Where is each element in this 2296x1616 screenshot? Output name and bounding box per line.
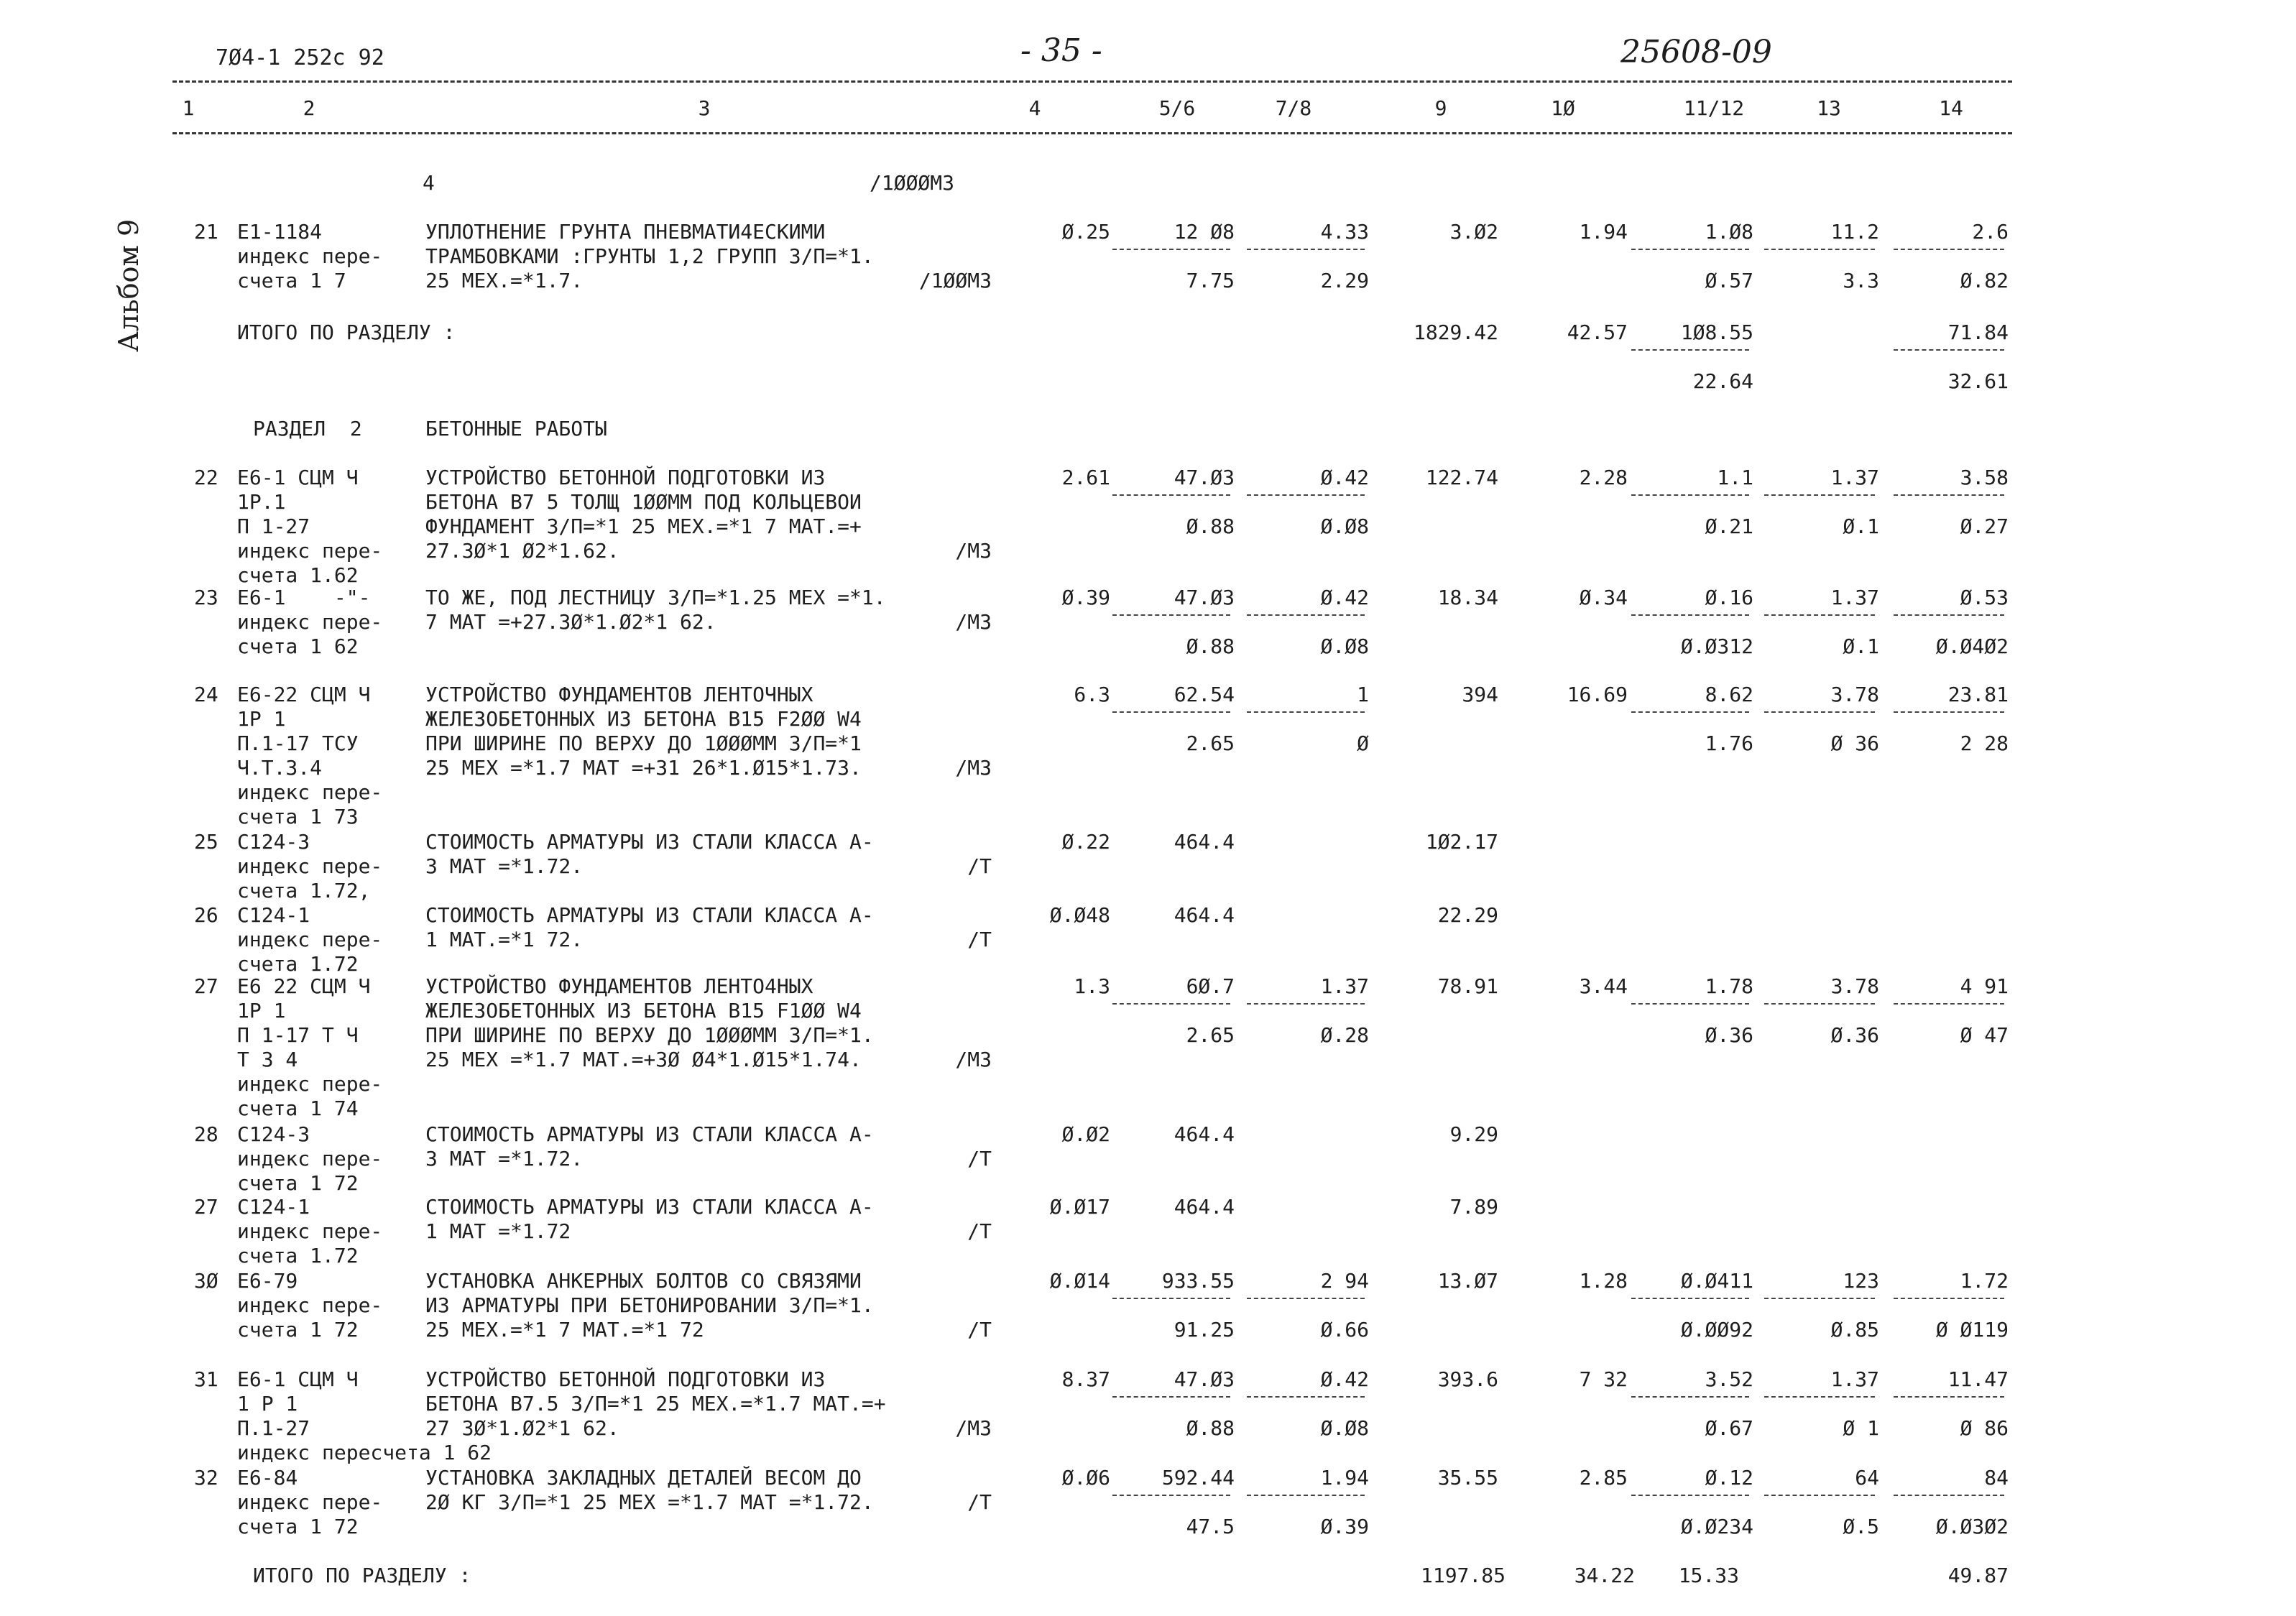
cell-c12: Ø.Ø234 — [1680, 1515, 1753, 1538]
row-code-note: 1Р 1 — [237, 707, 286, 731]
cell-c11: 1.Ø8 — [1705, 220, 1753, 244]
total-c14b: 32.61 — [1947, 369, 2009, 393]
cell-separator — [1631, 614, 1749, 616]
row-code-note: индекс пере- — [237, 244, 383, 268]
cell-separator — [1112, 1298, 1230, 1299]
cell-c6: Ø.88 — [1186, 514, 1235, 538]
cell-c5: 6Ø.7 — [1186, 974, 1235, 998]
cell-c5: 464.4 — [1174, 830, 1235, 854]
cell-c8: Ø.39 — [1320, 1515, 1369, 1538]
row-unit: /Т — [967, 1318, 992, 1342]
column-header-3: 3 — [698, 96, 711, 120]
carry-col: 4 — [423, 171, 435, 195]
row-code: С124-1 — [237, 1195, 310, 1219]
cell-c5: 592.44 — [1161, 1466, 1235, 1490]
row-code-note: индекс пере- — [237, 1147, 383, 1171]
carry-unit: /1ØØØМ3 — [870, 171, 955, 195]
row-number: 25 — [194, 830, 218, 854]
section-title: БЕТОННЫЕ РАБОТЫ — [425, 417, 607, 440]
row-description: 7 МАТ =+27.3Ø*1.Ø2*1 62. — [425, 610, 716, 634]
row-code: Е6-1 СЦМ Ч — [237, 1367, 359, 1391]
row-code: Е1-1184 — [237, 220, 323, 244]
cell-c4: 2.61 — [1061, 466, 1110, 489]
cell-c11: Ø.Ø411 — [1680, 1269, 1753, 1293]
column-header-4: 4 — [1028, 96, 1041, 120]
cell-c9: 3.Ø2 — [1449, 220, 1498, 244]
row-unit: /Т — [967, 854, 992, 878]
cell-c14a: 1.72 — [1960, 1269, 2009, 1293]
cell-c11: 1.78 — [1705, 974, 1753, 998]
row-description: ТРАМБОВКАМИ :ГРУНТЫ 1,2 ГРУПП З/П=*1. — [425, 244, 874, 268]
cell-separator — [1631, 1298, 1749, 1299]
row-code-note: Т 3 4 — [237, 1048, 298, 1071]
cell-c5: 47.Ø3 — [1174, 586, 1235, 609]
row-unit: /Т — [967, 1147, 992, 1171]
cell-c13a: 1.37 — [1830, 466, 1879, 489]
row-code-note: индекс пере- — [237, 1490, 383, 1514]
cell-c6: 2.65 — [1186, 731, 1235, 755]
cell-c8: Ø.Ø8 — [1320, 1416, 1369, 1440]
total-label: ИТОГО ПО РАЗДЕЛУ : — [237, 320, 456, 344]
row-code: Е6-79 — [237, 1269, 298, 1293]
row-code-note: индекс пере- — [237, 1293, 383, 1317]
cell-c14b: Ø.Ø3Ø2 — [1935, 1515, 2009, 1538]
cell-separator — [1247, 249, 1365, 250]
cell-c8: Ø.66 — [1320, 1318, 1369, 1342]
cell-separator — [1631, 1495, 1749, 1496]
cell-c6: 2.65 — [1186, 1023, 1235, 1047]
row-code-note: счета 1 7 — [237, 269, 346, 292]
cell-c12: 1.76 — [1705, 731, 1753, 755]
row-description: СТОИМОСТЬ АРМАТУРЫ ИЗ СТАЛИ КЛАССА А- — [425, 830, 874, 854]
row-code-note: счета 1.72, — [237, 879, 371, 902]
cell-separator — [1764, 1396, 1875, 1398]
cell-c5: 464.4 — [1174, 1122, 1235, 1146]
cell-c6: 47.5 — [1186, 1515, 1235, 1538]
total-c11: 15.33 — [1678, 1564, 1739, 1587]
row-code-note: счета 1 73 — [237, 805, 359, 828]
cell-separator — [1631, 1396, 1749, 1398]
cell-separator — [1764, 494, 1875, 496]
cell-c6: 7.75 — [1186, 269, 1235, 292]
cell-separator — [1894, 1003, 2004, 1005]
row-description: 25 МЕХ.=*1.7. — [425, 269, 584, 292]
row-number: 27 — [194, 974, 218, 998]
row-description: 3 МАТ =*1.72. — [425, 1147, 584, 1171]
cell-c9: 78.91 — [1437, 974, 1498, 998]
cell-c13b: Ø 36 — [1830, 731, 1879, 755]
cell-c5: 933.55 — [1161, 1269, 1235, 1293]
cell-separator — [1247, 1298, 1365, 1299]
cell-c9: 1Ø2.17 — [1425, 830, 1498, 854]
column-header-2: 2 — [303, 96, 315, 120]
cell-c5: 464.4 — [1174, 1195, 1235, 1219]
cell-c10: 1.28 — [1579, 1269, 1628, 1293]
cell-c10: 2.28 — [1579, 466, 1628, 489]
cell-c14a: 11.47 — [1947, 1367, 2009, 1391]
cell-separator — [1894, 349, 2004, 351]
cell-c13a: 123 — [1843, 1269, 1879, 1293]
row-code-note: индекс пере- — [237, 1219, 383, 1243]
cell-c13b: Ø 1 — [1843, 1416, 1879, 1440]
cell-c7: 1 — [1357, 683, 1369, 706]
cell-c10: 1.94 — [1579, 220, 1628, 244]
cell-separator — [1764, 614, 1875, 616]
cell-separator — [1247, 1495, 1365, 1496]
cell-c11: 3.52 — [1705, 1367, 1753, 1391]
row-description: СТОИМОСТЬ АРМАТУРЫ ИЗ СТАЛИ КЛАССА А- — [425, 1195, 874, 1219]
row-description: ЖЕЛЕЗОБЕТОННЫХ ИЗ БЕТОНА В15 F2ØØ W4 — [425, 707, 862, 731]
cell-separator — [1112, 1396, 1230, 1398]
cell-c10: 16.69 — [1567, 683, 1628, 706]
column-header-10: 13 — [1817, 96, 1841, 120]
cell-c13a: 1.37 — [1830, 1367, 1879, 1391]
column-header-8: 1Ø — [1551, 96, 1575, 120]
cell-c7: 1.37 — [1320, 974, 1369, 998]
row-code-note: 1Р.1 — [237, 490, 286, 514]
cell-separator — [1764, 1003, 1875, 1005]
cell-c5: 12 Ø8 — [1174, 220, 1235, 244]
row-unit: /Т — [967, 1219, 992, 1243]
cell-c13a: 11.2 — [1830, 220, 1879, 244]
cell-c14b: Ø.27 — [1960, 514, 2009, 538]
cell-c4: 6.3 — [1074, 683, 1110, 706]
cell-c4: Ø.Ø48 — [1049, 903, 1110, 927]
total-c9: 1197.85 — [1420, 1564, 1506, 1587]
cell-c13a: 1.37 — [1830, 586, 1879, 609]
cell-separator — [1112, 1003, 1230, 1005]
project-number: 25608-09 — [1620, 34, 1772, 70]
cell-c14a: 3.58 — [1960, 466, 2009, 489]
row-code: Е6 22 СЦМ Ч — [237, 974, 371, 998]
cell-c7: Ø.42 — [1320, 466, 1369, 489]
total-c9: 1829.42 — [1413, 320, 1498, 344]
row-description: 27 3Ø*1.Ø2*1 62. — [425, 1416, 619, 1440]
doc-code: 7Ø4-1 252c 92 — [216, 45, 384, 70]
row-description: 3 МАТ =*1.72. — [425, 854, 584, 878]
cell-c4: Ø.Ø6 — [1061, 1466, 1110, 1490]
row-code-note: Ч.Т.З.4 — [237, 756, 323, 780]
total-c10: 42.57 — [1567, 320, 1628, 344]
cell-c14b: Ø 47 — [1960, 1023, 2009, 1047]
cell-c4: Ø.Ø17 — [1049, 1195, 1110, 1219]
cell-c4: Ø.25 — [1061, 220, 1110, 244]
cell-c9: 394 — [1462, 683, 1498, 706]
row-unit: /Т — [967, 928, 992, 951]
cell-c12: Ø.ØØ92 — [1680, 1318, 1753, 1342]
side-label: Альбом 9 — [113, 218, 144, 352]
cell-separator — [1631, 1003, 1749, 1005]
cell-c5: 47.Ø3 — [1174, 1367, 1235, 1391]
cell-c8: Ø.28 — [1320, 1023, 1369, 1047]
row-description: ПРИ ШИРИНЕ ПО ВЕРХУ ДО 1ØØØММ З/П=*1 — [425, 731, 862, 755]
cell-c14a: Ø.53 — [1960, 586, 2009, 609]
cell-separator — [1764, 1298, 1875, 1299]
cell-separator — [1112, 711, 1230, 713]
row-description: ФУНДАМЕНТ З/П=*1 25 МЕХ.=*1 7 МАТ.=+ — [425, 514, 862, 538]
cell-separator — [1631, 349, 1749, 351]
cell-separator — [1112, 614, 1230, 616]
cell-c13b: Ø.5 — [1843, 1515, 1879, 1538]
cell-c9: 35.55 — [1437, 1466, 1498, 1490]
row-code-note: индекс пере- — [237, 854, 383, 878]
row-code: С124-1 — [237, 903, 310, 927]
cell-separator — [1894, 614, 2004, 616]
row-code-note: 1 Р 1 — [237, 1392, 298, 1416]
cell-separator — [1894, 249, 2004, 250]
cell-separator — [1894, 494, 2004, 496]
column-header-1: 1 — [182, 96, 195, 120]
row-description: УСТРОЙСТВО ФУНДАМЕНТОВ ЛЕНТОЧНЫХ — [425, 683, 813, 706]
cell-separator — [1764, 1495, 1875, 1496]
column-header-7: 9 — [1434, 96, 1447, 120]
cell-c9: 7.89 — [1449, 1195, 1498, 1219]
row-code-note: индекс пере- — [237, 928, 383, 951]
cell-c4: Ø.Ø2 — [1061, 1122, 1110, 1146]
cell-c12: Ø.57 — [1705, 269, 1753, 292]
cell-separator — [1247, 614, 1365, 616]
row-description: СТОИМОСТЬ АРМАТУРЫ ИЗ СТАЛИ КЛАССА А- — [425, 903, 874, 927]
row-description: 25 МЕХ =*1.7 МАТ =+31 26*1.Ø15*1.73. — [425, 756, 862, 780]
row-description: БЕТОНА В7.5 З/П=*1 25 МЕХ.=*1.7 МАТ.=+ — [425, 1392, 886, 1416]
cell-c9: 22.29 — [1437, 903, 1498, 927]
cell-separator — [1631, 494, 1749, 496]
cell-separator — [1112, 1495, 1230, 1496]
cell-separator — [1247, 1396, 1365, 1398]
row-code-note: индекс пере- — [237, 610, 383, 634]
cell-c11: 1.1 — [1717, 466, 1753, 489]
row-description: УСТАНОВКА ЗАКЛАДНЫХ ДЕТАЛЕЙ ВЕСОМ ДО — [425, 1466, 862, 1490]
row-code-note: счета 1.72 — [237, 1244, 359, 1268]
cell-c6: Ø.88 — [1186, 634, 1235, 658]
row-code: Е6-22 СЦМ Ч — [237, 683, 371, 706]
row-number: 28 — [194, 1122, 218, 1146]
cell-c6: 91.25 — [1174, 1318, 1235, 1342]
cell-c12: Ø.Ø312 — [1680, 634, 1753, 658]
cell-c14b: Ø 86 — [1960, 1416, 2009, 1440]
cell-c9: 393.6 — [1437, 1367, 1498, 1391]
row-code-note: индекс пересчета 1 62 — [237, 1441, 492, 1464]
column-header-11: 14 — [1939, 96, 1963, 120]
row-number: 32 — [194, 1466, 218, 1490]
total-label: ИТОГО ПО РАЗДЕЛУ : — [253, 1564, 471, 1587]
row-code-note: счета 1.72 — [237, 952, 359, 976]
row-description: 2Ø КГ З/П=*1 25 МЕХ =*1.7 МАТ =*1.72. — [425, 1490, 874, 1514]
cell-c13b: Ø.1 — [1843, 514, 1879, 538]
column-header-6: 7/8 — [1275, 96, 1312, 120]
row-description: ЖЕЛЕЗОБЕТОННЫХ ИЗ БЕТОНА В15 F1ØØ W4 — [425, 999, 862, 1022]
row-code-note: П 1-17 Т Ч — [237, 1023, 359, 1047]
cell-c10: Ø.34 — [1579, 586, 1628, 609]
row-description: ПРИ ШИРИНЕ ПО ВЕРХУ ДО 1ØØØММ З/П=*1. — [425, 1023, 874, 1047]
cell-c10: 2.85 — [1579, 1466, 1628, 1490]
total-c14a: 49.87 — [1947, 1564, 2009, 1587]
cell-c14b: Ø.Ø4Ø2 — [1935, 634, 2009, 658]
row-unit: /М3 — [955, 1048, 992, 1071]
row-number: 3Ø — [194, 1269, 218, 1293]
row-description: ТО ЖЕ, ПОД ЛЕСТНИЦУ З/П=*1.25 МЕХ =*1. — [425, 586, 886, 609]
cell-c12: Ø.67 — [1705, 1416, 1753, 1440]
row-code-note: счета 1.62 — [237, 563, 359, 587]
row-unit: /М3 — [955, 756, 992, 780]
row-number: 27 — [194, 1195, 218, 1219]
cell-separator — [1631, 711, 1749, 713]
cell-c10: 3.44 — [1579, 974, 1628, 998]
row-number: 26 — [194, 903, 218, 927]
row-description: УСТРОЙСТВО БЕТОННОЙ ПОДГОТОВКИ ИЗ — [425, 1367, 826, 1391]
row-description: УПЛОТНЕНИЕ ГРУНТА ПНЕВМАТИ4ЕСКИМИ — [425, 220, 826, 244]
cell-c8: Ø.Ø8 — [1320, 634, 1369, 658]
row-unit: /М3 — [955, 539, 992, 563]
row-code: Е6-1 СЦМ Ч — [237, 466, 359, 489]
cell-c5: 47.Ø3 — [1174, 466, 1235, 489]
row-number: 31 — [194, 1367, 218, 1391]
cell-c14a: 4 91 — [1960, 974, 2009, 998]
row-code: С124-3 — [237, 830, 310, 854]
cell-c7: Ø.42 — [1320, 586, 1369, 609]
cell-c9: 9.29 — [1449, 1122, 1498, 1146]
row-number: 21 — [194, 220, 218, 244]
cell-separator — [1112, 494, 1230, 496]
row-description: 1 МАТ =*1.72 — [425, 1219, 571, 1243]
cell-c13b: Ø.85 — [1830, 1318, 1879, 1342]
section-label: РАЗДЕЛ 2 — [253, 417, 362, 440]
total-c10: 34.22 — [1574, 1564, 1635, 1587]
total-c11: 1Ø8.55 — [1680, 320, 1753, 344]
cell-c14a: 2.6 — [1972, 220, 2009, 244]
row-unit: /Т — [967, 1490, 992, 1514]
cell-c7: 1.94 — [1320, 1466, 1369, 1490]
cell-c7: Ø.42 — [1320, 1367, 1369, 1391]
cell-c9: 18.34 — [1437, 586, 1498, 609]
row-unit: /М3 — [955, 610, 992, 634]
row-description: СТОИМОСТЬ АРМАТУРЫ ИЗ СТАЛИ КЛАССА А- — [425, 1122, 874, 1146]
column-header-5: 5/6 — [1158, 96, 1196, 120]
row-code: Е6-1 -"- — [237, 586, 371, 609]
row-code-note: П.1-27 — [237, 1416, 310, 1440]
cell-c7: 2 94 — [1320, 1269, 1369, 1293]
cell-separator — [1247, 1003, 1365, 1005]
row-code-note: счета 1 72 — [237, 1318, 359, 1342]
cell-separator — [1764, 249, 1875, 250]
cell-c8: Ø — [1357, 731, 1369, 755]
row-unit: /1ØØМ3 — [918, 269, 992, 292]
column-header-9: 11/12 — [1683, 96, 1745, 120]
cell-c9: 13.Ø7 — [1437, 1269, 1498, 1293]
row-code-note: счета 1 72 — [237, 1171, 359, 1195]
cell-c6: Ø.88 — [1186, 1416, 1235, 1440]
cell-separator — [1894, 1495, 2004, 1496]
cell-separator — [1112, 249, 1230, 250]
cell-c9: 122.74 — [1425, 466, 1498, 489]
row-code-note: П 1-27 — [237, 514, 310, 538]
row-description: 25 МЕХ =*1.7 МАТ.=+3Ø Ø4*1.Ø15*1.74. — [425, 1048, 862, 1071]
row-description: 27.3Ø*1 Ø2*1.62. — [425, 539, 619, 563]
cell-c12: Ø.21 — [1705, 514, 1753, 538]
row-description: БЕТОНА В7 5 ТОЛЩ 1ØØММ ПОД КОЛЬЦЕВОИ — [425, 490, 862, 514]
row-number: 24 — [194, 683, 218, 706]
row-description: УСТРОЙСТВО ФУНДАМЕНТОВ ЛЕНТО4НЫХ — [425, 974, 813, 998]
cell-c13a: 3.78 — [1830, 974, 1879, 998]
cell-c11: 8.62 — [1705, 683, 1753, 706]
header-bottom-rule — [172, 132, 2012, 134]
row-code-note: индекс пере- — [237, 539, 383, 563]
row-code-note: индекс пере- — [237, 780, 383, 804]
row-code-note: П.1-17 ТСУ — [237, 731, 359, 755]
row-code-note: счета 1 74 — [237, 1096, 359, 1120]
row-description: ИЗ АРМАТУРЫ ПРИ БЕТОНИРОВАНИИ З/П=*1. — [425, 1293, 874, 1317]
row-number: 23 — [194, 586, 218, 609]
row-code-note: счета 1 62 — [237, 634, 359, 658]
row-code-note: 1Р 1 — [237, 999, 286, 1022]
total-c12: 22.64 — [1692, 369, 1753, 393]
cell-c14b: Ø Ø119 — [1935, 1318, 2009, 1342]
cell-c13b: Ø.36 — [1830, 1023, 1879, 1047]
cell-separator — [1247, 711, 1365, 713]
cell-separator — [1894, 1396, 2004, 1398]
total-c14a: 71.84 — [1947, 320, 2009, 344]
page-number: - 35 - — [1020, 32, 1102, 69]
cell-c14b: Ø.82 — [1960, 269, 2009, 292]
cell-c5: 62.54 — [1174, 683, 1235, 706]
cell-c4: Ø.Ø14 — [1049, 1269, 1110, 1293]
cell-separator — [1764, 711, 1875, 713]
header-top-rule — [172, 80, 2012, 83]
cell-c5: 464.4 — [1174, 903, 1235, 927]
cell-c10: 7 32 — [1579, 1367, 1628, 1391]
row-number: 22 — [194, 466, 218, 489]
row-code: С124-3 — [237, 1122, 310, 1146]
row-description: 1 МАТ.=*1 72. — [425, 928, 584, 951]
cell-c13b: Ø.1 — [1843, 634, 1879, 658]
cell-c12: Ø.36 — [1705, 1023, 1753, 1047]
cell-separator — [1631, 249, 1749, 250]
row-description: УСТАНОВКА АНКЕРНЫХ БОЛТОВ СО СВЯЗЯМИ — [425, 1269, 862, 1293]
cell-c14a: 84 — [1984, 1466, 2009, 1490]
cell-c11: Ø.16 — [1705, 586, 1753, 609]
row-description: УСТРОЙСТВО БЕТОННОЙ ПОДГОТОВКИ ИЗ — [425, 466, 826, 489]
cell-c14a: 23.81 — [1947, 683, 2009, 706]
cell-c4: 1.3 — [1074, 974, 1110, 998]
cell-c11: Ø.12 — [1705, 1466, 1753, 1490]
cell-c4: Ø.22 — [1061, 830, 1110, 854]
cell-c8: Ø.Ø8 — [1320, 514, 1369, 538]
cell-separator — [1894, 711, 2004, 713]
cell-c13a: 64 — [1855, 1466, 1879, 1490]
cell-c13a: 3.78 — [1830, 683, 1879, 706]
row-code-note: счета 1 72 — [237, 1515, 359, 1538]
cell-c4: 8.37 — [1061, 1367, 1110, 1391]
cell-c7: 4.33 — [1320, 220, 1369, 244]
row-code-note: индекс пере- — [237, 1072, 383, 1096]
cell-separator — [1247, 494, 1365, 496]
cell-c4: Ø.39 — [1061, 586, 1110, 609]
row-description: 25 МЕХ.=*1 7 МАТ.=*1 72 — [425, 1318, 704, 1342]
row-code: Е6-84 — [237, 1466, 298, 1490]
cell-c14b: 2 28 — [1960, 731, 2009, 755]
cell-separator — [1894, 1298, 2004, 1299]
row-unit: /М3 — [955, 1416, 992, 1440]
cell-c13b: 3.3 — [1843, 269, 1879, 292]
cell-c8: 2.29 — [1320, 269, 1369, 292]
